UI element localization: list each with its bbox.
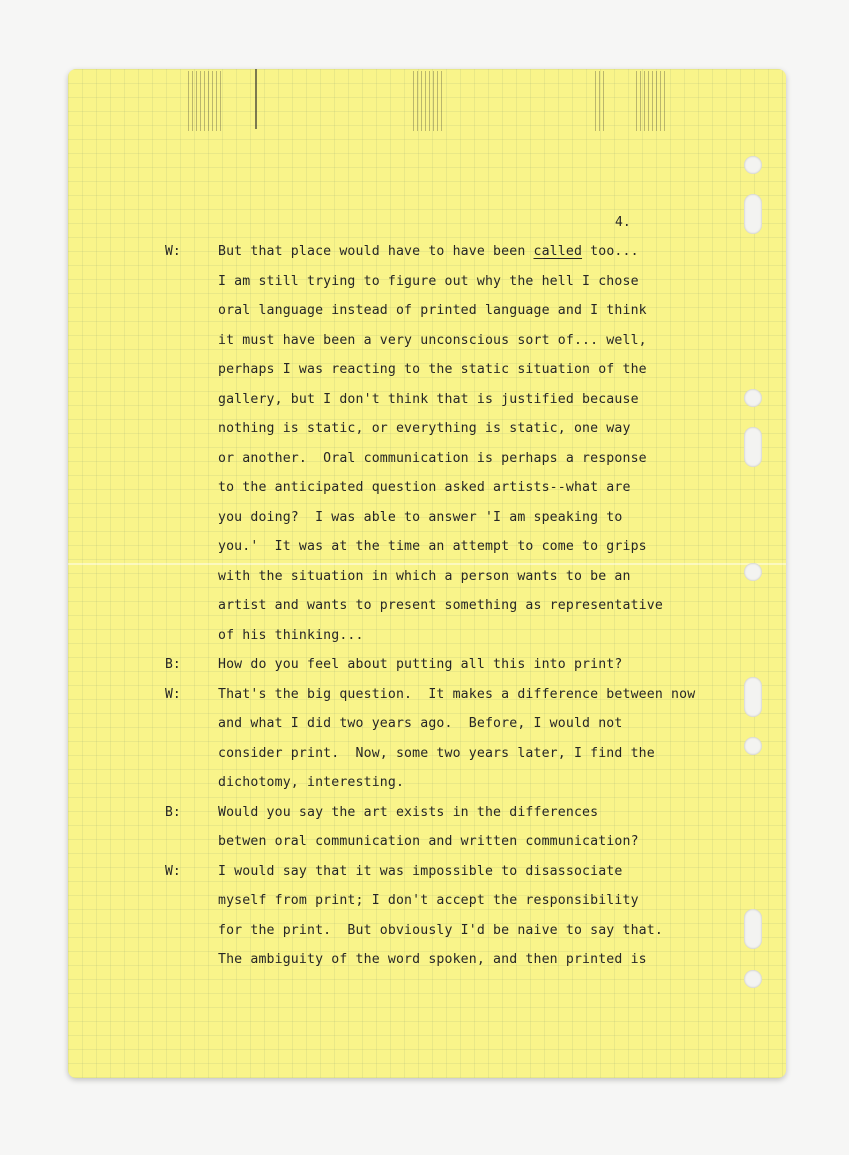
text-line: perhaps I was reacting to the static situation of the [218,362,647,377]
dialogue-entry [68,857,786,975]
text-line: That's the big question. It makes a difference between now [218,686,696,702]
text-line: to the anticipated question asked artists--what are [218,480,631,495]
dialogue-entry [68,650,786,680]
transcript-page [68,69,786,1078]
text-line: betwen oral communication and written communication? [218,834,639,849]
copy-speckle [636,71,666,131]
text-line: I would say that it was impossible to disassociate [218,863,623,879]
text-line [218,237,786,267]
punch-hole [744,194,762,234]
copy-speckle [595,71,607,131]
speaker-label: B: [165,657,181,672]
copy-speckle [413,71,445,131]
entry-text [218,680,786,798]
text-line: oral language instead of printed language and I think [218,303,647,318]
entry-text [218,857,786,975]
text-line: How do you feel about putting all this into print? [218,657,623,672]
text-line: myself from print; I don't accept the responsibility [218,893,639,908]
text-line: of his thinking... [218,627,364,643]
speaker-label: B: [165,804,181,820]
text-line: I am still trying to figure out why the hell I chose [218,273,639,289]
dialogue-entry [68,798,786,857]
text-line: with the situation in which a person wants to be an [218,568,631,584]
text-segment: too... [582,244,639,259]
dialogue-entry [68,237,786,650]
transcript-body [68,237,786,975]
page-number: 4. [615,215,631,230]
speaker-label: W: [165,686,181,702]
text-segment: But that place would have to have been [218,244,534,259]
underlined-word: called [533,244,583,259]
text-line: nothing is static, or everything is static, one way [218,421,631,436]
text-line: consider print. Now, some two years later, I find the [218,745,655,761]
text-line: it must have been a very unconscious sort of... well, [218,332,647,348]
dialogue-entry [68,680,786,798]
text-line: The ambiguity of the word spoken, and then printed is [218,952,647,967]
text-line: for the print. But obviously I'd be naive to say that. [218,922,663,938]
punch-hole [744,156,762,174]
speaker-label: W: [165,244,181,259]
text-line: dichotomy, interesting. [218,775,405,790]
entry-text [218,650,786,680]
text-line: or another. Oral communication is perhaps a response [218,450,647,466]
text-line: you.' It was at the time an attempt to come to grips [218,539,647,554]
text-line: and what I did two years ago. Before, I would not [218,716,623,731]
text-line: gallery, but I don't think that is justified because [218,391,639,407]
speaker-label: W: [165,863,181,879]
text-line: artist and wants to present something as representative [218,598,663,613]
copy-speckle [188,71,222,131]
text-line: you doing? I was able to answer 'I am speaking to [218,509,623,525]
entry-text [218,798,786,857]
copy-speckle [255,69,257,129]
text-line: Would you say the art exists in the differences [218,804,599,820]
entry-text [218,237,786,650]
